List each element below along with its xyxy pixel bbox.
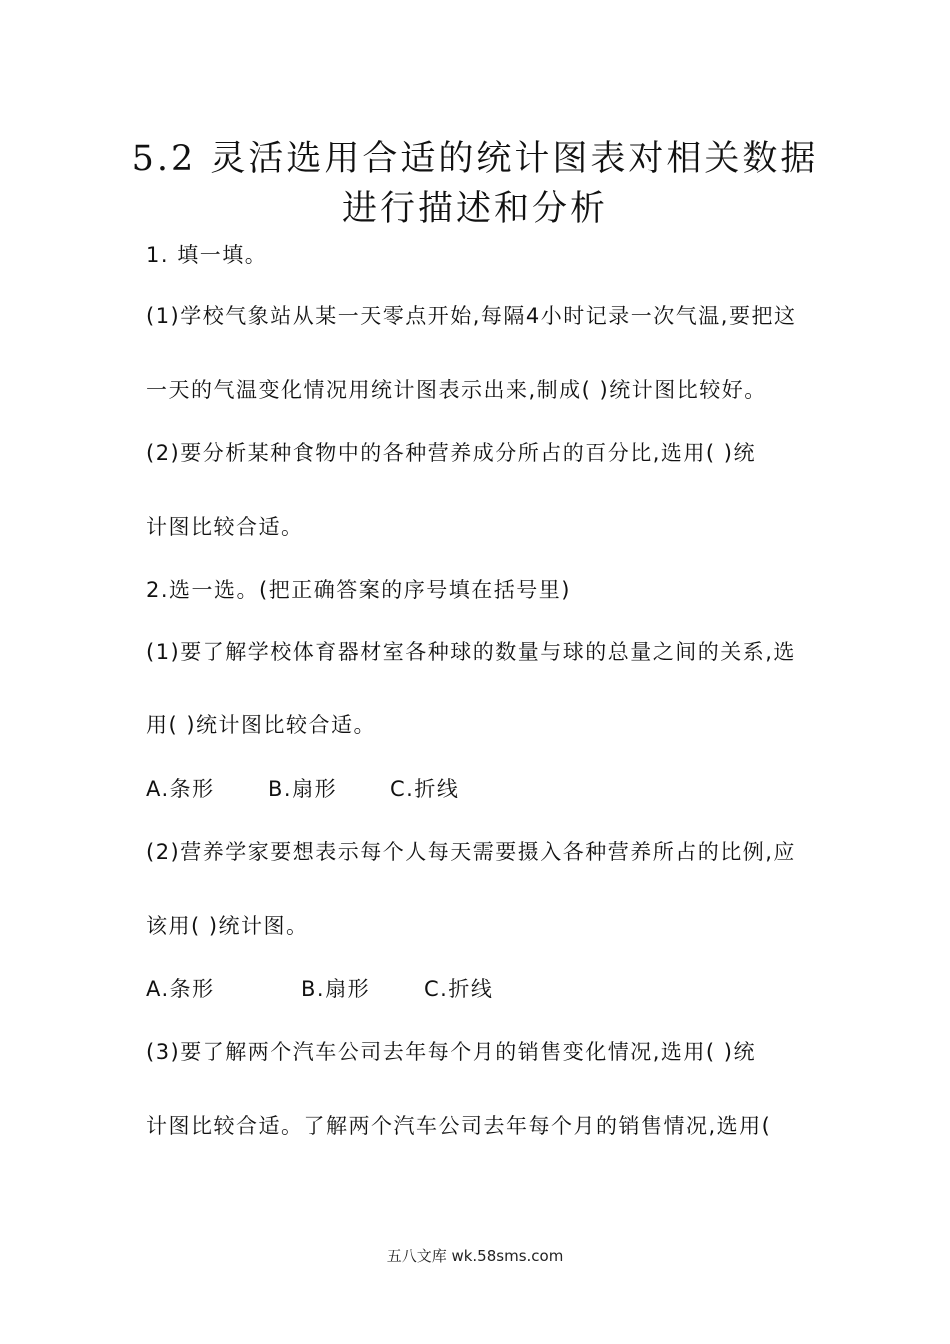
s1-q1-line-2: 一天的气温变化情况用统计图表示出来,制成( )统计图比较好。 [146, 378, 767, 402]
option-a: A.条形 [146, 777, 215, 801]
option-c: C.折线 [424, 977, 494, 1001]
page-title-line-1: 5.2 灵活选用合适的统计图表对相关数据 [131, 139, 819, 179]
option-b: B.扇形 [301, 977, 371, 1001]
s2-q2-options [146, 973, 493, 1003]
s2-q3-line-1: (3)要了解两个汽车公司去年每个月的销售变化情况,选用( )统 [146, 1040, 756, 1064]
s2-q2-line-2: 该用( )统计图。 [146, 914, 309, 938]
s1-q2-line-1: (2)要分析某种食物中的各种营养成分所占的百分比,选用( )统 [146, 441, 756, 465]
footer-watermark: 五八文库 wk.58sms.com [386, 1247, 564, 1265]
section-2-heading: 2.选一选。(把正确答案的序号填在括号里) [146, 578, 571, 602]
option-b: B.扇形 [268, 777, 338, 801]
s2-q2-line-1: (2)营养学家要想表示每个人每天需要摄入各种营养所占的比例,应 [146, 840, 796, 864]
s2-q1-line-2: 用( )统计图比较合适。 [146, 713, 377, 737]
s2-q1-line-1: (1)要了解学校体育器材室各种球的数量与球的总量之间的关系,选 [146, 640, 796, 664]
page-title-line-2: 进行描述和分析 [341, 189, 608, 229]
s2-q3-line-2: 计图比较合适。了解两个汽车公司去年每个月的销售情况,选用( [146, 1114, 772, 1138]
s1-q2-line-2: 计图比较合适。 [146, 515, 304, 539]
option-a: A.条形 [146, 977, 215, 1001]
s1-q1-line-1: (1)学校气象站从某一天零点开始,每隔4小时记录一次气温,要把这 [146, 304, 797, 328]
s2-q1-options [146, 773, 459, 803]
section-1-heading: 1. 填一填。 [146, 243, 268, 267]
option-c: C.折线 [390, 777, 460, 801]
